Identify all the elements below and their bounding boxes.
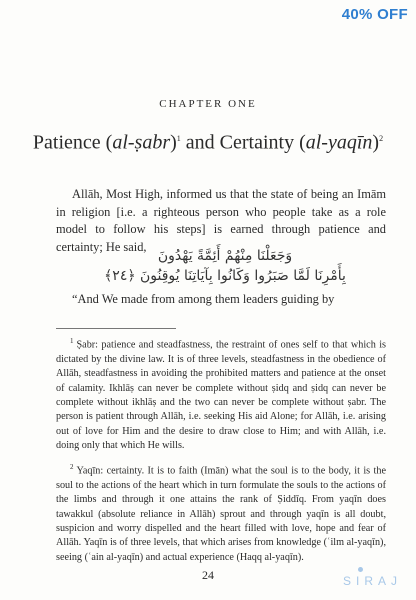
footnote-1: [56, 334, 386, 454]
footnote-ref-2[interactable]: 2: [379, 134, 384, 143]
title-part: ): [170, 131, 177, 154]
intro-paragraph: Allāh, Most High, informed us that the state of being an Imām in religion [i.e. a righteous person who people take as a role model to follow his steps] is earned through patience and certainty; He said,: [56, 187, 386, 254]
arabic-verse-line-2: بِأَمْرِنَا لَمَّا صَبَرُوا وَكَانُوا بِآيَاتِنَا يُوقِنُونَ ﴿٢٤﴾: [104, 268, 346, 284]
siraj-watermark: [343, 574, 402, 588]
page-number: 24: [202, 568, 214, 582]
footnote-text: Yaqīn: certainty. It is to faith (Imān) what the soul is to the body, it is the soul to the actions of the heart which in turn formulate the souls to the actions of the limbs and through it one attains the rank of Ṣiddīq. From yaqīn does tawakkul (absolute reliance in Allāh) sprout and through yaqīn is all doubt, suspicion and worry dispelled and the heart filled with love, hope and fear of Allāh. Yaqīn is of three levels, that which arises from knowledge (ʿilm al-yaqīn), seeing (ʿain al-yaqīn) and actual experience (Haqq al-yaqīn).: [56, 465, 386, 563]
footnote-marker: 2: [70, 463, 74, 471]
title-part: and Certainty (: [180, 131, 306, 154]
footnote-text: Ṣabr: patience and steadfastness, the restraint of ones self to that which is dictated by the divine law. It is of three levels, steadfastness in the obedience of Allāh, steadfastness in avoiding the prohibited matters and patience at the onset of calamity. Ikhlāṣ can never be complete without ṣidq and ṣidq can never be complete without ikhlāṣ and the two can never be complete without ṣabr. The person is patient through Allāh, i.e. seeking His aid Alone; for Allāh, i.e. arising out of love for Him and the desire to draw close to Him; and with Allāh, i.e. doing only that which He wills.: [56, 339, 386, 452]
footnote-ref-1[interactable]: 1: [176, 134, 181, 143]
footnote-marker: 1: [70, 337, 74, 345]
footnote-2: [56, 460, 386, 565]
watermark-dot-icon: [358, 567, 363, 572]
chapter-label: CHAPTER ONE: [159, 98, 257, 110]
arabic-verse: [80, 246, 370, 286]
verse-translation: “And We made from among them leaders guiding by: [72, 292, 335, 306]
watermark-text: SIRAJ: [342, 574, 402, 588]
title-part: Patience (: [32, 131, 113, 154]
chapter-title: [0, 126, 416, 156]
footnote-divider: [56, 328, 176, 329]
arabic-verse-line-1: وَجَعَلْنَا مِنْهُمْ أَئِمَّةً يَهْدُونَ: [157, 248, 293, 264]
discount-badge: 40% OFF: [341, 6, 408, 23]
title-term-sabr: al-ṣabr: [112, 131, 171, 154]
title-term-yaqin: al-yaqīn: [305, 131, 373, 154]
title-part: ): [372, 131, 380, 154]
